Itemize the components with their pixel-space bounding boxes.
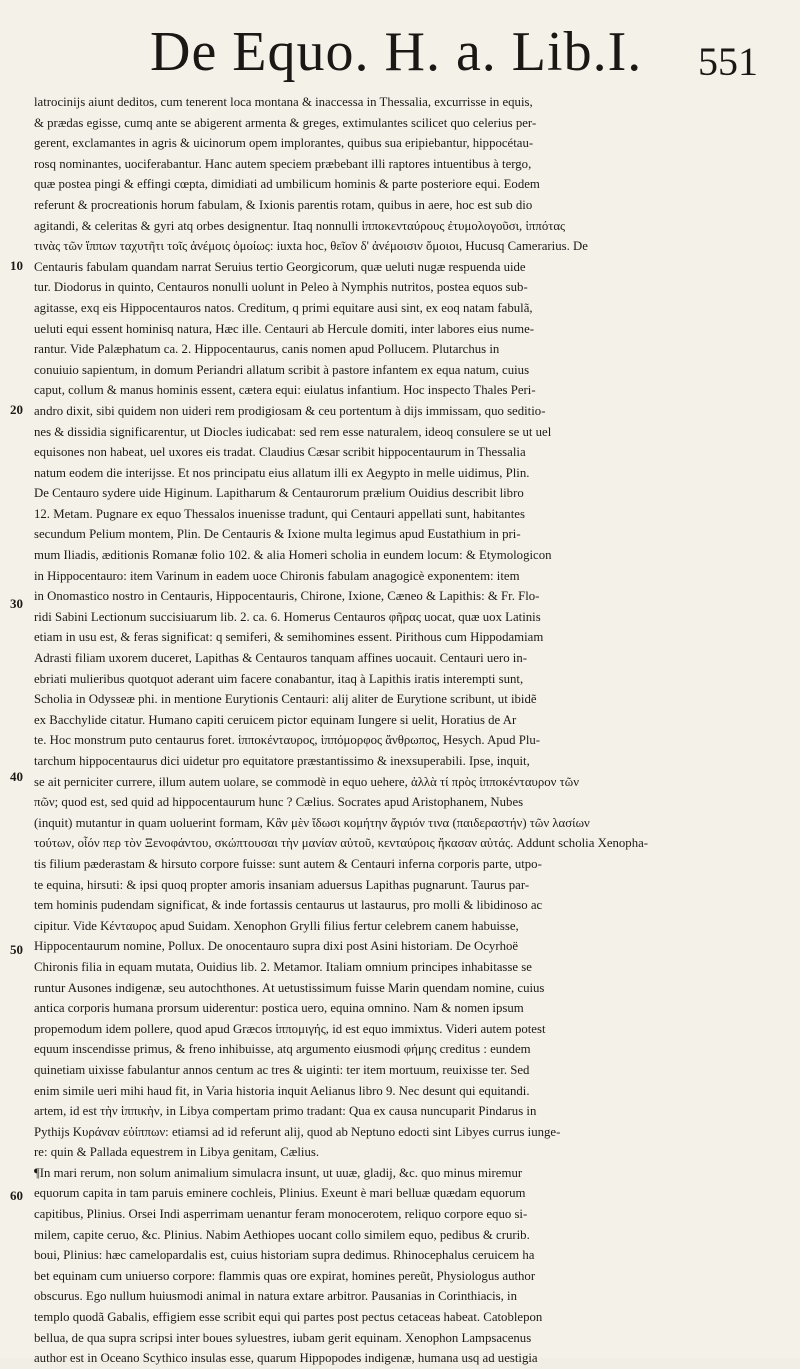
text-line: De Centauro sydere uide Higinum. Lapitharum & Centaurorum prælium Ouidius describit libro [34,486,524,501]
text-line: rantur. Vide Palæphatum ca. 2. Hippocentaurus, canis nomen apud Pollucem. Plutarchus in [34,342,500,357]
text-line: author est in Oceano Scythico insulas esse, quarum Hippopodes indigenæ, humana usq ad uestigia [34,1351,538,1366]
text-line: runtur Ausones indigenæ, seu autochthones. At uetustissimum fuisse Marin quendam nomine, cuius [34,980,545,995]
text-line: milem, capite ceruo, &c. Plinius. Nabim Aethiopes uocant collo similem equo, pedibus & crurib. [34,1227,530,1242]
text-line: τούτων, οἷόν περ τὸν Ξενοφάντου, σκώπτουσαι τὴν μανίαν αὐτοῦ, κενταύροις ἤκασαν αὐτάς. Addunt scholia Xenopha- [34,836,649,851]
text-line: caput, collum & manus hominis essent, cætera equi: eiulatus infantium. Hoc inspecto Thales Peri- [34,383,536,398]
text-line: se ait perniciter currere, illum autem uolare, se commodè in equo uehere, ἀλλὰ τί πρὸς ἱπποκένταυρον τῶν [34,774,579,789]
margin-line-number: 40 [10,769,23,784]
text-line: Scholia in Odysseæ phi. in mentione Eurytionis Centauri: alij aliter de Eurytione scribunt, ut ibidẽ [34,692,537,707]
text-line: ebriati mulieribus quotquot aderant uim facere conabantur, itaq à Lapithis iratis interempti sunt, [34,671,524,686]
text-line: andro dixit, sibi quidem non uideri rem prodigiosam & ceu portentum à dijs immissam, quo seditio- [34,403,546,418]
text-line: Chironis filia in equam mutata, Ouidius lib. 2. Metamor. Italiam omnium principes inhabitasse se [34,959,532,974]
text-line: equorum capita in tam paruis eminere cochleis, Plinius. Exeunt è mari belluæ quædam equorum [34,1186,526,1201]
text-line: etiam in usu est, & feras significat: q semiferi, & semihomines essent. Pirithous cum Hippodamiam [34,630,544,645]
text-line: boui, Plinius: hæc camelopardalis est, cuius historiam supra dedimus. Rhinocephalus ceruicem ha [34,1248,535,1263]
margin-line-number: 50 [10,942,23,957]
margin-line-number: 10 [10,258,23,273]
text-line: quinetiam uixisse fabulantur annos centum ac tres & uiginti: ter item mortuum, reuixisse ter. Sed [34,1062,530,1077]
text-line: re: quin & Pallada equestrem in Libya genitam, Cælius. [34,1145,320,1160]
text-line: artem, id est τὴν ἱππικὴν, in Libya compertam primo tradant: Qua ex causa nuncuparit Pindarus in [34,1104,537,1119]
text-line: conuiuio sapientum, in domum Periandri allatum scribit à pastore infantem ex equa natum, cuius [34,362,530,377]
text-line: cipitur. Vide Κένταυρος apud Suidam. Xenophon Grylli filius fertur celebrem canem habuisse, [34,918,519,933]
text-line: tarchum hippocentaurus dici uidetur pro equitatore præstantissimo & inexsuperabili. Ipse, inquit, [34,754,530,768]
margin-line-number: 20 [10,402,23,417]
text-line: πῶν; quod est, sed quid ad hippocentaurum hunc ? Cælius. Socrates apud Aristophanem, Nubes [34,795,524,810]
text-line: τινὰς τῶν ἵππων ταχυτῆτι τοῖς ἀνέμοις ὁμοίως: iuxta hoc, θεῖον δ' ἀνέμοισιν ὅμοιοι, Hucusq Camerarius. De [34,239,588,254]
text-line: ueluti equi essent hominisq natura, Hæc ille. Centauri ab Hercule domiti, inter labores eius nume- [34,321,535,336]
text-line: tem hominis pudendam significat, & inde fortassis centaurus ut lastaurus, pro molli & libidinoso ac [34,898,543,913]
text-line: agitandi, & celeritas & gyri atq orbes designentur. Itaq nonnulli ἱπποκενταύρους ἐτυμολογοῦσι, ἱππότας [34,218,566,233]
text-line: equisones non habeat, uel uxores eis tradat. Claudius Cæsar scribit hippocentaurum in Thessalia [34,445,526,460]
text-line: secundum Pelium montem, Plin. De Centauris & Ixione multa legimus apud Eustathium in pri- [34,527,521,542]
text-line: latrocinijs aiunt deditos, cum tenerent loca montana & inaccessa in Thessalia, excurrisse in equis, [34,95,533,109]
margin-line-number: 30 [10,596,23,611]
text-line: natum eodem die interijsse. Et nos principatu eius allatum illi ex Aegypto in melle uidimus, Plin. [34,465,530,480]
text-line: in Onomastico nostro in Centauris, Hippocentauris, Chirone, Ixione, Cæneo & Lapithis: & Fr. Flo- [34,589,540,604]
text-line: & prædas egisse, cumq ante se abigerent armenta & greges, extimulantes scilicet quo celerius per- [34,115,537,130]
text-line: in Hippocentauro: item Varinum in eadem uoce Chironis fabulam anagogicè exponentem: item [34,568,520,583]
running-header [0,22,800,92]
text-line: Pythijs Κυράναν εὐίππων: etiamsi ad id referunt alij, quod ab Neptuno edocti sint Libyes currus iunge- [34,1124,561,1139]
running-title: De Equo. H. a. Lib.I. [150,21,643,83]
text-line: bellua, de qua supra scripsi inter boues syluestres, iubam gerit equinam. Xenophon Lampsacenus [34,1330,532,1345]
text-line: referunt & procreationis horum fabulam, & Ixionis parentis rotam, quibus in aere, hoc est sub dio [34,197,533,212]
text-line: tis filium pæderastam & hirsuto corpore fuisse: sunt autem & Centauri inferna corporis parte, utpo- [34,856,542,871]
text-line: tur. Diodorus in quinto, Centauros nonulli uolunt in Peleo à Nymphis nutritos, postea equos sub- [34,280,528,295]
text-line: agitasse, exq eis Hippocentauros natos. Creditum, q primi equitare ausi sint, ex eoq natam fabulã, [34,300,533,315]
text-line: obscurus. Ego nullum huiusmodi animal in natura extare arbitror. Pausanias in Corinthiacis, in [34,1289,517,1304]
text-line: te equina, hirsuti: & ipsi quoq propter amoris insaniam aduersus Lapithas pugnarunt. Taurus par- [34,877,530,892]
text-line: propemodum idem pollere, quod apud Græcos ἱππομιγής, id est equo immixtus. Videri autem potest [34,1021,546,1036]
text-line: bet equinam cum uniuerso corpore: flammis quas ore expirat, homines pereũt, Physiologus author [34,1268,536,1283]
text-line: te. Hoc monstrum puto centaurus foret. ἱπποκένταυρος, ἱππόμορφος ἄνθρωπος, Hesych. Apud Plu- [34,733,541,748]
text-line: antica corporis humana prorsum uiderentur: postica uero, equina omnino. Nam & nomen ipsum [34,1001,524,1016]
text-line: equum inscendisse primus, & freno inhibuisse, atq argumento eiusmodi φήμης creditus : eundem [34,1042,531,1057]
text-line: mum Iliadis, æditionis Romanæ folio 102. & alia Homeri scholia in eundem locum: & Etymologicon [34,548,552,563]
text-line: rosq nominantes, uociferabantur. Hanc autem speciem præbebant illi raptores intuentibus à tergo, [34,156,532,171]
text-line: ex Bacchylide citatur. Humano capiti ceruicem pictor equinam Iungere si uelit, Horatius de Ar [34,712,517,727]
margin-line-number: 60 [10,1188,23,1203]
text-line: ridi Sabini Lectionum succisiuarum lib. 2. ca. 6. Homerus Centauros φῆρας uocat, quæ uox Latinis [34,609,541,624]
text-line: (inquit) mutantur in quam uoluerint formam, Κἂν μὲν ἴδωσι κομήτην ἄγριόν τινα (παιδεραστήν) τῶν λασίων [34,815,590,830]
text-line: 12. Metam. Pugnare ex equo Thessalos inuenisse tradunt, qui Centauri appellati sunt, habitantes [34,506,525,521]
text-line: nes & dissidia significarentur, ut Diocles iudicabat: sed rem esse naturalem, ideoq consulere se ut uel [34,424,552,439]
text-line: ¶In mari rerum, non solum animalium simulacra insunt, ut uuæ, gladij, &c. quo minus miremur [34,1165,523,1180]
text-line: Centauris fabulam quandam narrat Seruius tertio Georgicorum, quæ ueluti nugæ respuenda uide [34,259,526,274]
text-line: capitibus, Plinius. Orsei Indi asperrimam uenantur feram monocerotem, reliquo corpore equo si- [34,1207,528,1222]
text-body [34,92,786,1369]
text-line: quæ postea pingi & effingi cœpta, dimidiati ad umbilicum hominis & parte posteriore equi. Eodem [34,177,540,192]
text-line: gerent, exclamantes in agris & uicinorum opem implorantes, quibus sua eripiebantur, hippocétau- [34,136,534,151]
text-line: enim simile ueri mihi haud fit, in Varia historia inquit Aelianus libro 9. Nec desunt qui equitandi. [34,1083,530,1098]
text-line: Hippocentaurum nomine, Pollux. De onocentauro supra dixi post Asini historiam. De Ocyrhoë [34,939,519,954]
page-number: 551 [698,39,758,84]
text-line: templo quodã Gabalis, effigiem esse scribit equi qui partes post pectus cetaceas habeat. Catoblepon [34,1310,543,1325]
text-line: Adrasti filiam uxorem duceret, Lapithas & Centauros tanquam affines uocauit. Centauri uero in- [34,651,528,666]
